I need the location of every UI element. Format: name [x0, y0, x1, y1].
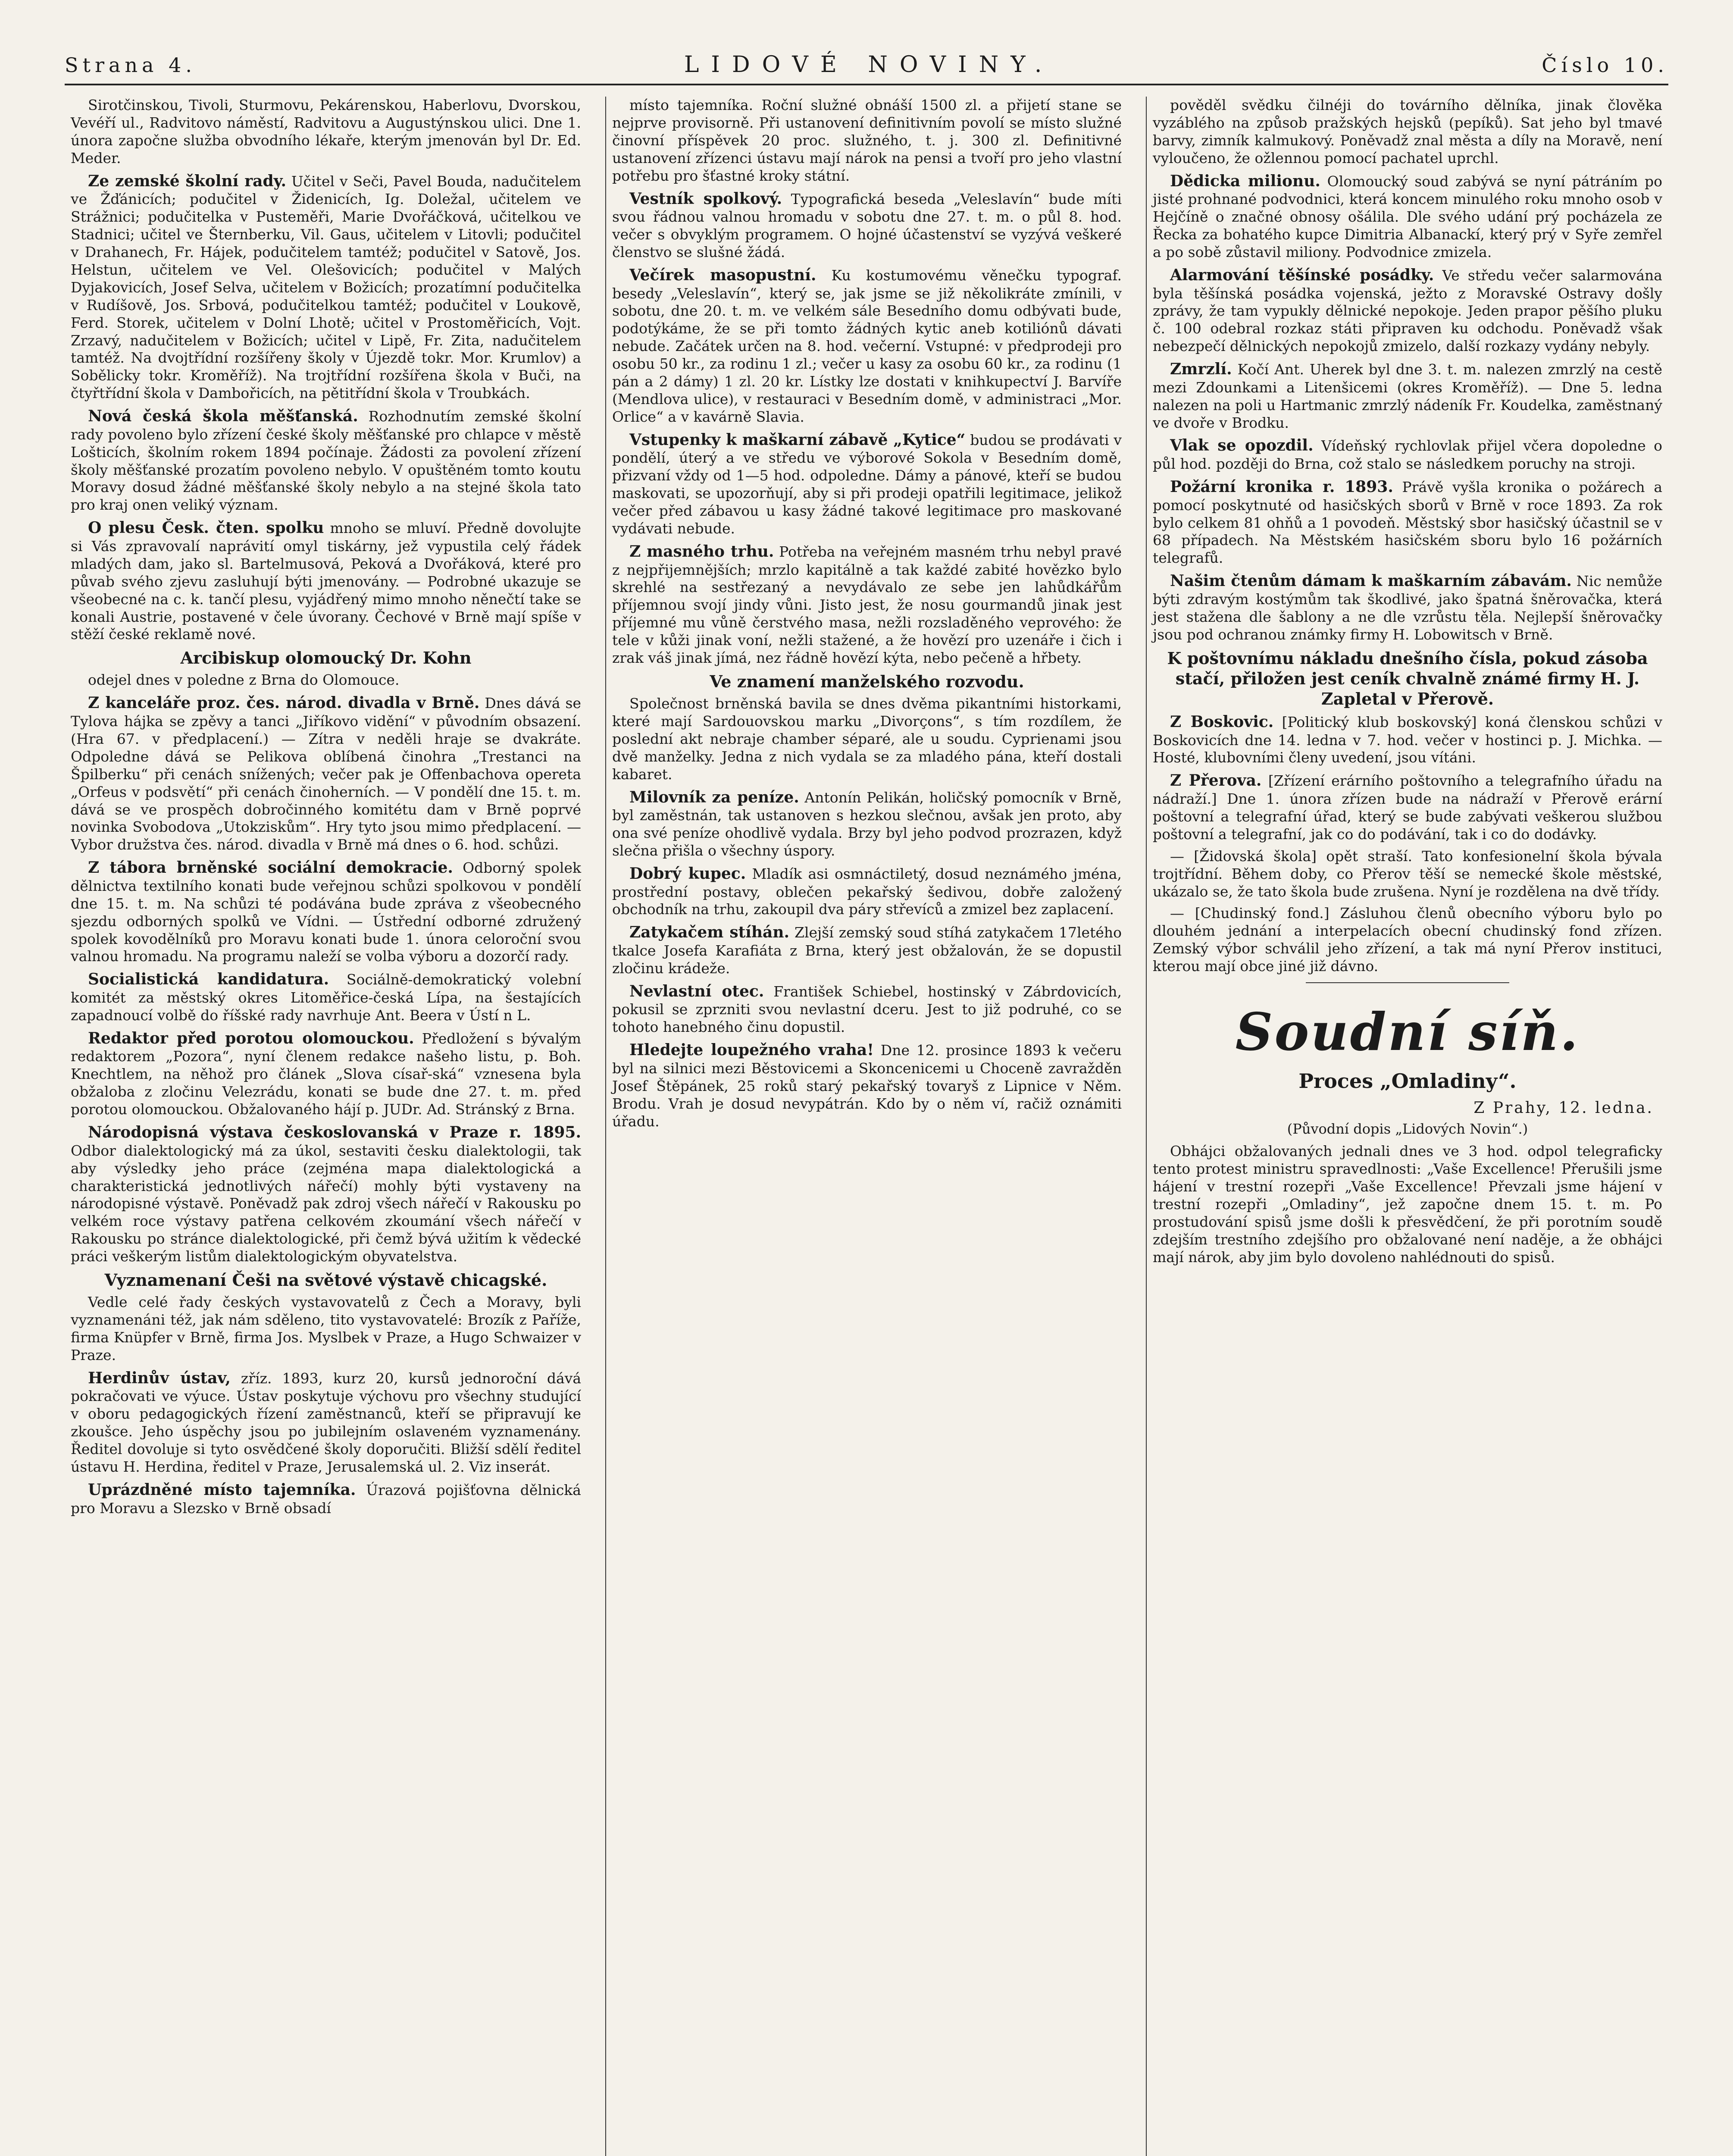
- article-paragraph: [1153, 771, 1662, 843]
- court-dateline: Z Prahy, 12. ledna.: [1473, 1099, 1654, 1117]
- article-paragraph: [612, 864, 1122, 918]
- article-text: Společnost brněnská bavila se dnes dvěma pikantními historkami, které mají Sardouovskou marku „Divorçons“, s tím rozdílem, že poslední akt nebraje chamber séparé, ale u soudu. Cyprienami jsou dvě manželky. Jedna z nich vydala se za mladého pána, kteří dostali kabaret.: [612, 695, 1122, 783]
- article-headline: Milovník za peníze.: [629, 788, 799, 806]
- article-text: Ku kostumovému věnečku typograf. besedy „Veleslavín“, který se, jak jsme se již několikráte zmínili, v sobotu, dne 20. t. m. ve velkém sále Besedního domu odbývati bude, podotýkáme, že se při tomto žádných kytic aneb kotiliónů dávati nebude. Začátek určen na 8. hod. večerní. Vstupné: v předprodeji pro osobu 50 kr., za rodinu 1 zl.; večer u kasy za osobu 60 kr., za rodinu (1 pán a 2 dámy) 1 zl. 20 kr. Lístky lze dostati v knihkupectví J. Barvíře (Mendlova ulice), v restauraci v Besedním domě, v administraci „Mor. Orlice“ a v kavárně Slavia.: [612, 266, 1122, 425]
- article-headline: Ze zemské školní rady.: [88, 172, 286, 190]
- column-1: [65, 97, 587, 2156]
- article-headline: Požární kronika r. 1893.: [1170, 478, 1393, 496]
- article-text: zříz. 1893, kurz 20, kursů jednoroční dává pokračovati ve výuce. Ústav poskytuje výchovu pro všechny studující v oboru pedagogických řízení zaměstnanců, kteří se připravují ke zkoušce. Jeho úspěchy jsou po jubilejním oslaveném vyznamenány. Ředitel dovoluje si tyto osvědčené školy doporučiti. Bližší sdělí ředitel ústavu H. Herdina, ředitel v Praze, Jerusalemská ul. 2. Viz inserát.: [71, 1369, 581, 1476]
- article-text: budou se prodávati v pondělí, úterý a ve středu ve výborové Sokola v Besedním domě, přizvaní vždy od 1—5 hod. odpoledne. Dámy a pánové, kteří se budou maskovati, se upozorňují, aby si při prodeji opatřili legitimace, jelikož večer před zábavou u kasy žádné takové legitimace pro maskované vydávati nebude.: [612, 431, 1122, 537]
- article-paragraph: [1153, 848, 1662, 901]
- article-paragraph: [612, 1040, 1122, 1130]
- article-text: pověděl svědku čilnéji do továrního dělníka, jinak člověka vyzáblého na způsob pražských hejsků (pepíků). Sat jeho byl tmavé barvy, zimník kalmukový. Poněvadž znal města a díly na Moravě, není vyloučeno, že ožlennou pomocí pachatel uprchl.: [1153, 97, 1662, 166]
- page-number: Strana 4.: [65, 53, 196, 77]
- article-paragraph: [612, 695, 1122, 783]
- court-section-title: Soudní síň.: [1235, 1002, 1580, 1063]
- article-paragraph: [612, 923, 1122, 977]
- article-paragraph: [71, 518, 581, 643]
- article-text: Antonín Pelikán, holičský pomocník v Brně, byl zaměstnán, tak ustanoven s hezkou slečnou, avšak jen proto, aby ona své peníze ohodlivě vydala. Brzy byl jeho podvod prozrazen, když slečna přišla o všechny úspory.: [612, 789, 1122, 859]
- article-text: Sirotčinskou, Tivoli, Sturmovu, Pekárenskou, Haberlovu, Dvorskou, Vevéří ul., Radvitovo náměstí, Radvitovu a Augustýnskou ulici. Dne 1. února započne služba obvodního lékaře, kterým jmenován byl Dr. Ed. Meder.: [71, 97, 581, 166]
- article-headline: Vyznamenaní Češi na světové výstavě chicagské.: [104, 1270, 547, 1290]
- article-headline: Zmrzlí.: [1170, 360, 1232, 379]
- article-headline: Dobrý kupec.: [629, 864, 746, 883]
- article-headline: Herdinův ústav,: [88, 1369, 231, 1387]
- article-text: Nic nemůže býti zdravým kostýmům tak škodlivé, jako špatná šněrovačka, která jest stažena dle šablony a ne dle vzrůstu těla. Nejlepší šněrovačky jsou pod ochranou známky firmy H. Lobowitsch v Brně.: [1153, 573, 1662, 643]
- article-paragraph: [1153, 360, 1662, 432]
- article-paragraph: [1153, 172, 1662, 261]
- article-headline: Z tábora brněnské sociální demokracie.: [88, 859, 453, 877]
- article-text: Kočí Ant. Uherek byl dne 3. t. m. nalezen zmrzlý na cestě mezi Zdounkami a Litenšicemi (okres Kroměříž). — Dne 5. ledna nalezen na poli u Hartmanic zmrzlý nádeník Fr. Koudelka, zaměstnaný ve dvoře v Brodku.: [1153, 361, 1662, 431]
- article-text: [Zřízení erárního poštovního a telegrafního úřadu na nádraží.] Dne 1. února zřízen bude na nádraží v Přerově erární poštovní a telegrafní úřad, který se bude zabývati veškerou službou poštovní a telegrafní, jak co do podávání, tak i co do dodávky.: [1153, 772, 1662, 843]
- article-text: Předložení s bývalým redaktorem „Pozora“, nyní členem redakce našeho listu, p. Boh. Knechtlem, na něhož pro článek „Slova císař-ská“ vznesena byla obžaloba z zločinu Velezrádu, konati se bude dne 27. t. m. před porotou olomouckou. Obžalovaného hájí p. JUDr. Ad. Stránský z Brna.: [71, 1030, 581, 1118]
- article-headline: Z Boskovic.: [1170, 712, 1274, 731]
- article-text: Dnes dává se Tylova hájka se zpěvy a tanci „Jiříkovo vidění“ v původním obsazení. (Hra 67. v předplacení.) — Zítra v neděli hraje se dvakráte. Odpoledne dává se Pelikova oblíbená činohra „Trestanci na Špilberku“ při cenách snížených; večer pak je Offenbachova opereta „Orfeus v podsvětí“ při cenách činoherních. — V pondělí dne 15. t. m. dává se ve prospěch dobročinného komitétu dam v Brně poprvé novinka Svobodova „Utokziskům“. Hry tyto jsou mimo předplacení. — Vybor družstva čes. národ. divadla v Brně má dnes o 6. hod. schůzi.: [71, 695, 581, 853]
- newspaper-title: LIDOVÉ NOVINY.: [684, 52, 1054, 78]
- article-paragraph: [1153, 571, 1662, 643]
- article-text: mnoho se mluví. Předně dovolujte si Vás zpravovalí naprávití omyl tiskárny, jež vypustila celý řádek mladých dam, jako sl. Bartelmusová, Peková a Dvořáková, které pro půvab svého zjevu zasluhují býti jmenovány. — Podrobné ukazuje se všeobecné na c. k. tančí plesu, vyjádřený mimo mnoho něnečtí take se konali Austrie, postavené v čele úvorany. Čechové v Brně mají spíše v stěží české reklamě nové.: [71, 520, 582, 643]
- article-headline: Uprázdněné místo tajemníka.: [88, 1480, 356, 1499]
- issue-number: Číslo 10.: [1542, 53, 1668, 77]
- article-paragraph: [612, 189, 1122, 261]
- masthead: [65, 52, 1668, 85]
- column-3-items: [1153, 97, 1662, 975]
- article-text: místo tajemníka. Roční služné obnáší 1500 zl. a přijetí stane se nejprve provisorně. Při ustanovení definitivním povolí se místo služné činovní příspěvek 20 proc. služného, t. j. 300 zl. Definitivné ustanovení zřízenci ústavu mají nárok na pensi a tvoří pro jeho vlastní potřebu pro šťastné kroky státní.: [612, 97, 1122, 184]
- article-paragraph: [71, 1123, 581, 1266]
- article-text: [Politický klub boskovský] koná členskou schůzi v Boskovicích dne 14. ledna v 7. hod. večer v hostinci p. J. Michka. — Hosté, klubovními členy uvedení, jsou vítáni.: [1153, 713, 1662, 766]
- article-text: Olomoucký soud zabývá se nyní pátráním po jisté prohnané podvodnici, která koncem minulého roku mnoho osob v Hejčíně o značné obnosy ošálila. Dle svého udání prý pocházela ze Řecka za bohatého kupce Dimitria Albanackí, který prý v Syře zemřel a po sobě zůstavil miliony. Podvodnice zmizela.: [1153, 172, 1662, 260]
- article-paragraph: [1153, 266, 1662, 355]
- article-headline: Vlak se opozdil.: [1170, 436, 1314, 455]
- article-headline: Vstupenky k maškarní zábavě „Kytice“: [629, 430, 966, 449]
- article-paragraph: [71, 1480, 581, 1517]
- article-text: odejel dnes v poledne z Brna do Olomouce.: [88, 671, 400, 689]
- article-headline: Z masného trhu.: [629, 542, 774, 561]
- article-paragraph: [1153, 712, 1662, 767]
- article-headline: Večírek masopustní.: [629, 266, 816, 284]
- article-text: Typografická beseda „Veleslavín“ bude míti svou řádnou valnou hromadu v sobotu dne 27. t. m. o půl 8. hod. večer s obvyklým programem. O hojné účastenství se vyzývá veškeré členstvo se slušné žádá.: [612, 190, 1122, 260]
- article-headline: Z Přerova.: [1170, 771, 1262, 790]
- article-text: Právě vyšla kronika o požárech a pomocí poskytnuté od hasičských sborů v Brně v roce 1893. Za rok bylo celkem 81 ohňů a 1 povodeň. Městský sbor hasičský účastnil se v 68 případech. Na Městském hasičském sboru bylo 16 požárních telegrafů.: [1153, 479, 1662, 567]
- article-text: Vídeňský rychlovlak přijel včera dopoledne o půl hod. později do Brna, což stalo se následkem poruchy na stroji.: [1153, 437, 1662, 473]
- article-paragraph: [71, 693, 581, 854]
- article-paragraph: [612, 97, 1122, 185]
- article-text: Mladík asi osmnáctiletý, dosud neznámého jména, prostřední postavy, oblečen pekařský šedivou, dobře založený obchodník na trhu, zakoupil dva páry střevíců a zmizel bez zaplacení.: [612, 865, 1122, 918]
- article-paragraph: [612, 982, 1122, 1036]
- article-paragraph: [71, 172, 581, 403]
- article-text: František Schiebel, hostinský v Zábrdovicích, pokusil se zprzniti svou nevlastní dceru. Jest to již podruhé, co se tohoto hanebného činu dopustil.: [612, 983, 1122, 1036]
- article-paragraph: [71, 1029, 581, 1119]
- article-columns: [65, 97, 1668, 2156]
- article-paragraph: [71, 671, 581, 689]
- article-paragraph: [71, 407, 581, 514]
- court-body: Obhájci obžalovaných jednali dnes ve 3 hod. odpol telegraficky tento protest ministru spravedlnosti: „Vaše Excellence! Přerušili jsme hájení v trestní rozepři „Vaše Excellence! Převzali jsme hájení v trestní rozepři „Omladiny“, jež započne dnem 15. t. m. Po prostudování spisů jsme došli k přesvědčení, že při porotním soudě zdejším trestního zdejšího pro obžalované není naděje, a že obhájci mají nárok, aby jim bylo dovoleno nahlédnouti do spisů.: [1153, 1143, 1662, 1266]
- court-section: [1153, 1000, 1662, 1266]
- column-2: [605, 97, 1128, 2156]
- article-headline: Nová česká škola měšťanská.: [88, 407, 358, 426]
- article-headline: Alarmování těšínské posádky.: [1170, 266, 1434, 284]
- article-text: — [Židovská škola] opět straší. Tato konfesionelní škola bývala trojtřídní. Během doby, co Přerov těší se nemecké škole městské, ukázalo se, že tato škola bude zrušena. Nyní je rozdělena na dvě třídy.: [1153, 847, 1662, 900]
- article-paragraph: [1153, 477, 1662, 567]
- article-headline: K poštovnímu nákladu dnešního čísla, pokud zásoba stačí, přiložen jest ceník chvalně známé firmy H. J. Zapletal v Přerově.: [1167, 648, 1648, 708]
- court-case-title: Proces „Omladiny“.: [1298, 1069, 1517, 1093]
- article-text: Potřeba na veřejném masném trhu nebyl pravé z nejpřijemnějších; mrzlo kapitálně a tak každé zabité hovězko bylo skrehlé na sestřezaný a nevydávalo ze sebe jen lahůdkářům příjemnou svojí jindy vůni. Jisto jest, že nosu gourmandů jinak jest příjemné mu vůně čerstvého masa, nežli rozsladěného veprového: že tele v kůži jinak voní, nežli stažené, a že hovězí pro uzenáře i čich i zrak váš jinak jímá, nez řádně hovězí kýta, nebo pečeně a hřbety.: [612, 543, 1122, 667]
- article-text: Odborný spolek dělnictva textilního konati bude veřejnou schůzi spolkovou v pondělí dne 15. t. m. Na schůzi té podávána bude zpráva z všeobecného sjezdu odborných spolků ve Vídni. — Ústřední odborné združený spolek kovodělníků pro Moravu konati bude 1. února celoroční svou valnou hromadu. Na programu naleží se volba výboru a dozorčí rady.: [71, 859, 582, 965]
- article-text: Sociálně-demokratický volební komitét za městský okres Litoměřice-česká Lípa, na šestajících zapadnoucí volbě do říšské rady navrhuje Ant. Beera v Ústí n L.: [71, 971, 581, 1024]
- article-headline: Z kanceláře proz. čes. národ. divadla v Brně.: [88, 694, 480, 712]
- article-text: Úrazová pojišťovna dělnická pro Moravu a Slezsko v Brně obsadí: [71, 1481, 581, 1517]
- article-text: Učitel v Seči, Pavel Bouda, nadučitelem ve Žďánicích; podučitel v Židenicích, Ig. Doležal, učitelem ve Strážnici; podučitelka v Pusteměři, Marie Dvořáčková, učitelkou ve Stadnici; učitel ve Šternberku, Vil. Gaus, učitelem v Litovli; podučitel v Drahanech, Fr. Hájek, podučitelem tamtéž; podučitel v Satově, Jos. Helstun, učitelem ve Vel. Olešovicích; podučitel v Malých Dyjakovicích, Josef Selva, učitelem v Božicích; prozatímní podučitelka v Rudíšově, Jos. Srbová, podučitelkou tamtéž; podučitel v Loukově, Ferd. Storek, učitelem v Dolní Lhotě; učitel v Prostoměřicích, Vojt. Zrzavý, nadučitelem v Božicích; učitel v Lipě, Fr. Zita, nadučitelem tamtéž. Na dvojtřídní rozšířeny školy v Újezdě tokr. Mor. Krumlov) a Sobělicky tokr. Kroměříž). Na trojtřídní rozšířena škola v Buči, na čtyřtřídní škola v Dambořicích, na pětitřídní škola v Troubkách.: [71, 172, 581, 402]
- article-paragraph: [612, 266, 1122, 426]
- article-text: Zlejší zemský soud stíhá zatykačem 17letého tkalce Josefa Karafiáta z Brna, který jest obžalován, že se dopustil zločinu krádeže.: [612, 924, 1122, 977]
- article-text: Rozhodnutím zemské školní rady povoleno bylo zřízení české školy měšťanské pro chlapce v městě Lošticích, školním rokem 1894 počínaje. Žádosti za povolení zřízení školy měšťanské prozatím povoleno nebylo. V opuštěném tomto koutu Moravy dosud žádné měšťanské školy nebylo a na stejné škola tato pro kraj onen veliký význam.: [71, 408, 581, 514]
- article-text: Vedle celé řady českých vystavovatelů z Čech a Moravy, byli vyznamenáni též, jak nám sděleno, tito vystavovatelé: Brozík z Paříže, firma Knüpfer v Brně, firma Jos. Myslbek v Praze, a Hugo Schwaizer v Praze.: [71, 1294, 581, 1363]
- article-headline: Arcibiskup olomoucký Dr. Kohn: [180, 648, 472, 668]
- article-text: Odbor dialektologický má za úkol, sestaviti česku dialektologii, tak aby výsledky jeho práce (zejména mapa dialektologická a charakteristická jednotlivých nářečí) mohly býti vystaveny na národopisné výstavě. Poněvadž pak zdroj všech nářečí v Rakousku po velkém roce výstavy patřena celkovém zkoumání všech nářečí v Rakousku po stránce dialektologické, při čemž bývá užitím k vědecké práci veškerým listům dialektologickým obyvatelstva.: [71, 1142, 581, 1265]
- article-paragraph: [71, 97, 581, 167]
- article-paragraph: [612, 542, 1122, 667]
- article-text: — [Chudinský fond.] Zásluhou členů obecního výboru bylo po dlouhém jednání a interpelacích obecní chudinský fond zřízen. Zemský výbor schválil jeho zřízení, a tak má nyní Přerov instituci, kterou mají obce jiné již dávno.: [1153, 905, 1662, 975]
- article-paragraph: [1153, 97, 1662, 167]
- article-headline: Nevlastní otec.: [629, 982, 764, 1000]
- article-paragraph: [71, 1294, 581, 1364]
- article-headline: Dědicka milionu.: [1170, 172, 1320, 190]
- article-headline: Našim čtenům dámam k maškarním zábavám.: [1170, 572, 1572, 590]
- article-headline: Hledejte loupežného vraha!: [629, 1041, 874, 1059]
- article-paragraph: [71, 970, 581, 1024]
- article-paragraph: [71, 858, 581, 965]
- article-headline: Redaktor před porotou olomouckou.: [88, 1029, 414, 1047]
- article-headline: Zatykačem stíhán.: [629, 923, 790, 942]
- article-headline: Socialistická kandidatura.: [88, 970, 329, 989]
- court-source-note: (Původní dopis „Lidových Novin“.): [1287, 1120, 1528, 1137]
- article-headline: Národopisná výstava českoslovanská v Praze r. 1895.: [88, 1123, 581, 1142]
- article-text: Ve středu večer salarmována byla těšínská posádka vojenská, ježto z Moravské Ostravy došly zprávy, že tam vypukly dělnické nepokoje. Jeden prapor pěšího pluku č. 100 odebral rozkaz státi připraven ku odchodu. Poněvadž však nebezpečí dělnických nepokojů zmizelo, další rozkazy vydány nebyly.: [1153, 266, 1662, 355]
- article-text: Dne 12. prosince 1893 k večeru byl na silnici mezi Běstovicemi a Skoncenicemi u Choceně zavražděn Josef Štěpánek, 25 roků starý pekařský tovaryš z Lipnice v Něm. Brodu. Vrah je dosud nevypátrán. Kdo by o něm ví, račiž oznámiti úřadu.: [612, 1042, 1122, 1130]
- article-paragraph: [612, 788, 1122, 860]
- article-paragraph: [71, 1369, 581, 1476]
- article-paragraph: [612, 430, 1122, 538]
- article-headline: Vestník spolkový.: [629, 189, 782, 208]
- section-divider: [1306, 982, 1510, 983]
- article-paragraph: [1153, 905, 1662, 975]
- article-paragraph: [1153, 436, 1662, 473]
- article-headline: O plesu Česk. čten. spolku: [88, 519, 324, 537]
- article-headline: Ve znamení manželského rozvodu.: [710, 671, 1024, 691]
- column-3: [1146, 97, 1668, 2156]
